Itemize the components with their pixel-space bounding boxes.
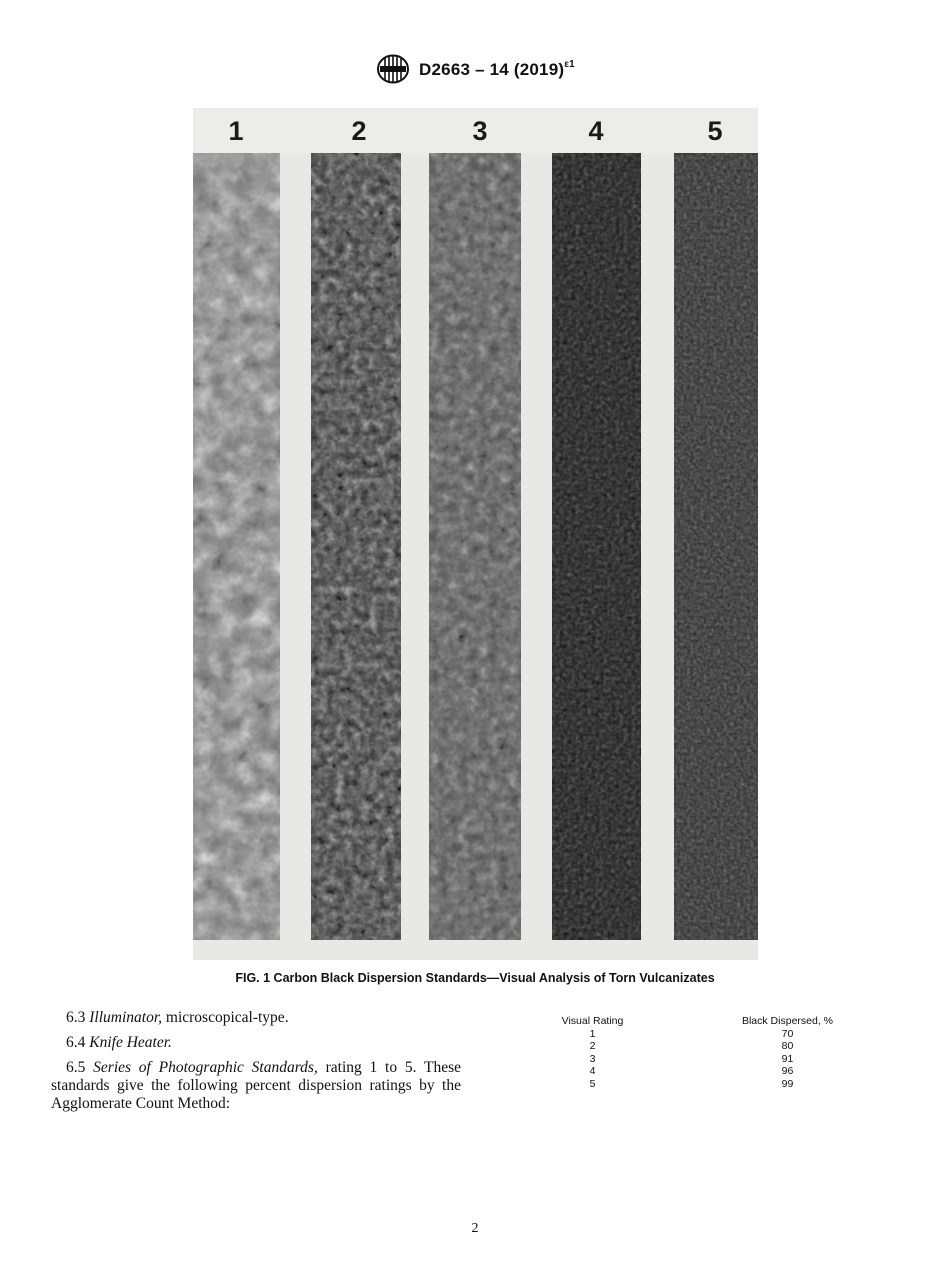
table-header-row [520, 1015, 910, 1028]
page-number: 2 [471, 1221, 479, 1236]
sample-strip [311, 153, 401, 940]
table-cell: 70 [781, 1027, 794, 1040]
strip-label: 3 [472, 116, 488, 146]
strip-label: 5 [707, 116, 723, 146]
table-cell: 3 [589, 1052, 596, 1065]
table-cell: 80 [781, 1040, 794, 1053]
document-header [0, 52, 950, 86]
sample-strip [552, 153, 641, 940]
strip-label: 1 [228, 116, 244, 146]
sample-strip [674, 153, 758, 940]
table-row [520, 1028, 910, 1041]
sample-strip [193, 153, 280, 940]
table-cell: 5 [589, 1077, 596, 1090]
table-row [520, 1040, 910, 1053]
figure-caption: FIG. 1 Carbon Black Dispersion Standards—Visual Analysis of Torn Vulcanizates [235, 971, 715, 985]
figure-photograph [193, 108, 758, 960]
astm-logo-icon [375, 54, 411, 84]
body-text [51, 1009, 461, 1113]
table-cell: 96 [781, 1065, 794, 1078]
paragraph-6-5: 6.5 Series of Photographic Standards, rating 1 to 5. These standards give the following percent dispersion ratings by the Agglomerate Count Method: [51, 1059, 461, 1112]
figure-bottom-band [193, 908, 758, 960]
strip-label: 2 [351, 116, 367, 146]
sample-strip [429, 153, 521, 940]
table-row [520, 1065, 910, 1078]
paragraph-6-4: 6.4 Knife Heater. [66, 1034, 172, 1051]
column-header: Black Dispersed, % [741, 1015, 834, 1027]
strip-label: 4 [588, 116, 604, 146]
epsilon-superscript: ε1 [564, 58, 575, 70]
table-cell: 1 [589, 1027, 596, 1040]
table-cell: 2 [589, 1040, 596, 1053]
table-cell: 4 [589, 1065, 596, 1078]
column-header: Visual Rating [561, 1015, 624, 1027]
standard-designation: D2663 – 14 $(2019)^{\varepsilon 1}$ [419, 58, 575, 79]
table-cell: 91 [781, 1052, 794, 1065]
table-cell: 99 [781, 1077, 794, 1090]
table-row [520, 1078, 910, 1091]
paragraph-6-3: 6.3 Illuminator, microscopical-type. [66, 1009, 289, 1026]
dispersion-table [520, 1015, 910, 1091]
table-row [520, 1053, 910, 1066]
